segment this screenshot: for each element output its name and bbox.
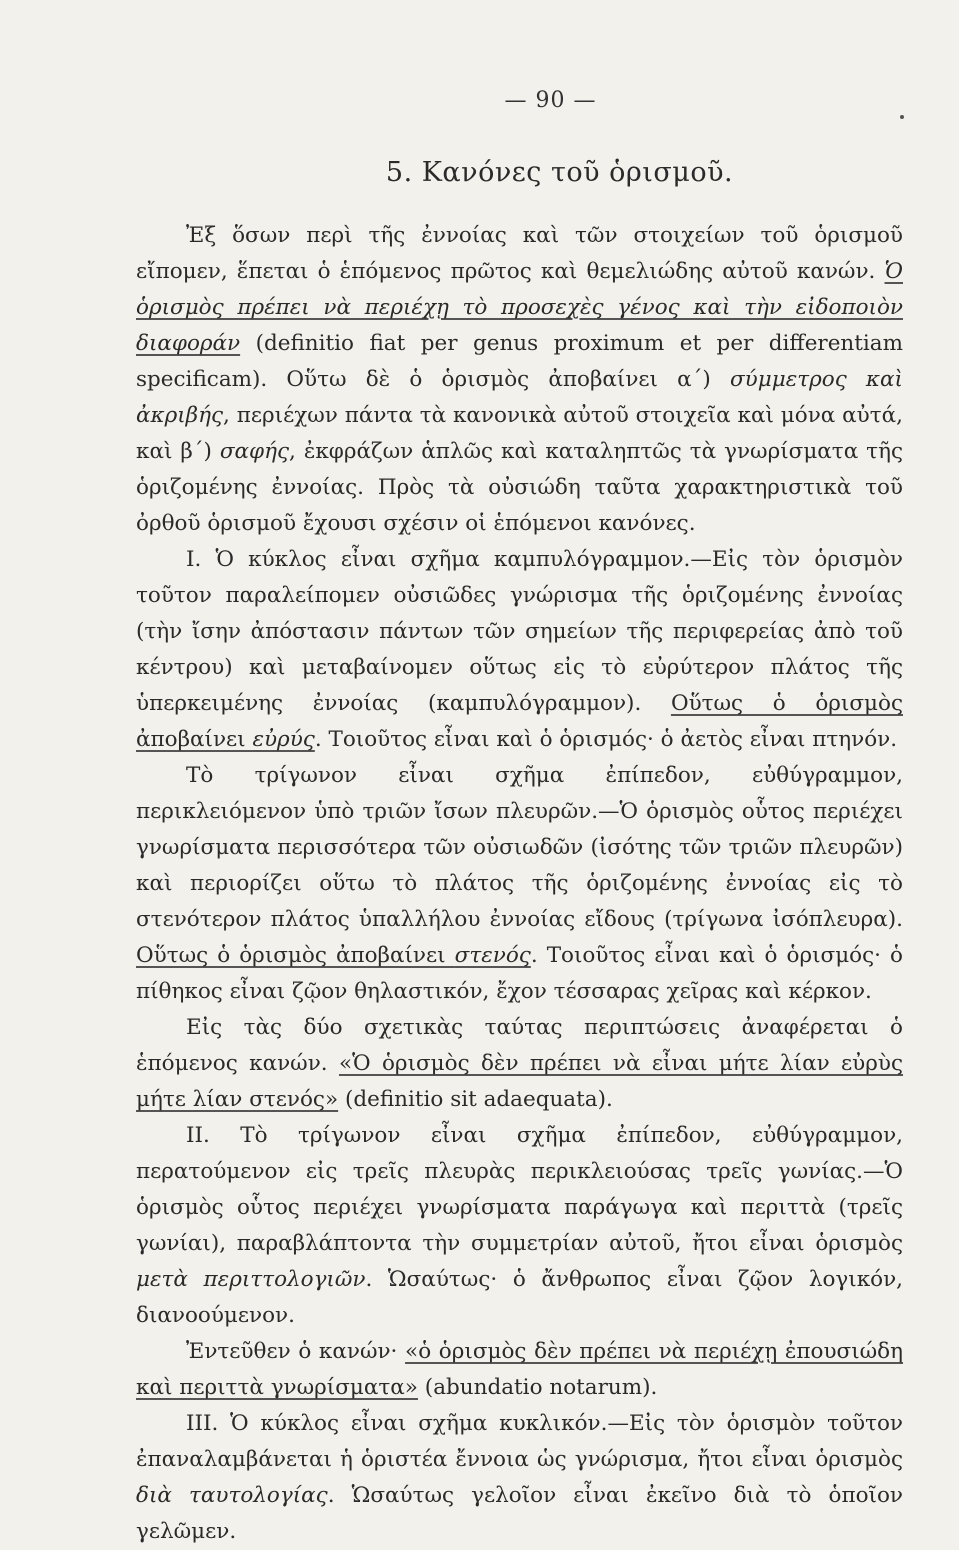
page-number: — 90 — [504, 88, 597, 113]
paragraph-triangle: Τὸ τρίγωνον εἶναι σχῆμα ἐπίπεδον, εὐθύγραμμον, περικλειόμενον ὑπὸ τριῶν ἴσων πλευρῶν.—Ὁ ὁρισμὸς οὗτος περιέχει γνωρίσματα περισσότερα τῶν οὐσιωδῶν (ἰσότης τῶν τριῶν πλευρῶν) καὶ περιορίζει οὕτω τὸ πλάτος τῆς ὁριζομένης ἐννοίας εἰς τὸ στενότερον πλάτος ὑπαλλήλου ἐννοίας εἴδους (τρίγωνα ἰσόπλευρα). Οὕτως ὁ ὁρισμὸς ἀποβαίνει στενός. Τοιοῦτος εἶναι καὶ ὁ ὁρισμός· ὁ πίθηκος εἶναι ζῷον θηλαστικόν, ἔχον τέσσαρας χεῖρας καὶ κέρκον. [136, 763, 904, 1004]
paragraph-adequacy-rule: Εἰς τὰς δύο σχετικὰς ταύτας περιπτώσεις ἀναφέρεται ὁ ἑπόμενος κανών. «Ὁ ὁρισμὸς δὲν πρέπει νὰ εἶναι μήτε λίαν εὐρὺς μήτε λίαν στενός» (definitio sit adaequata). [136, 1015, 904, 1112]
underlined-phrase: Οὕτως ὁ ὁρισμὸς ἀποβαίνει [136, 943, 455, 968]
paragraph-rule-3: III. Ὁ κύκλος εἶναι σχῆμα κυκλικόν.—Εἰς τὸν ὁρισμὸν τοῦτον ἐπαναλαμβάνεται ἡ ὁριστέα ἔννοια ὡς γνώρισμα, ἤτοι εἶναι ὁρισμὸς διὰ ταυτολογίας. Ὡσαύτως γελοῖον εἶναι ἐκεῖνο διὰ τὸ ὁποῖον γελῶμεν. [136, 1411, 903, 1544]
emphasis-term: στενός [454, 943, 531, 968]
ink-speck [900, 115, 904, 119]
rule-statement: «Ὁ ὁρισμὸς δὲν πρέπει νὰ εἶναι μήτε λίαν εὐρὺς μήτε λίαν στενός» [136, 1051, 904, 1112]
emphasis-term: σύμμετρος καὶ ἀκριβής [136, 367, 903, 428]
rule-statement: Ὁ ὁρισμὸς πρέπει νὰ περιέχῃ τὸ προσεχὲς γένος καὶ τὴν εἰδοποιὸν διαφοράν [136, 259, 903, 356]
emphasis-term: διὰ ταυτολογίας [136, 1483, 328, 1508]
body-text [136, 218, 903, 1550]
paragraph-rule-1: I. Ὁ κύκλος εἶναι σχῆμα καμπυλόγραμμον.—Εἰς τὸν ὁρισμὸν τοῦτον παραλείπομεν οὐσιῶδες γνώρισμα τῆς ὁριζομένης ἐννοίας (τὴν ἴσην ἀπόστασιν πάντων τῶν σημείων τῆς περιφερείας ἀπὸ τοῦ κέντρου) καὶ μεταβαίνομεν οὕτως εἰς τὸ εὐρύτερον πλάτος τῆς ὑπερκειμένης ἐννοίας (καμπυλόγραμμον). Οὕτως ὁ ὁρισμὸς ἀποβαίνει εὐρύς. Τοιοῦτος εἶναι καὶ ὁ ὁρισμός· ὁ ἀετὸς εἶναι πτηνόν. [136, 547, 903, 752]
emphasis-term: μετὰ περιττολογιῶν [136, 1267, 366, 1292]
paragraph-abundance-rule: Ἐντεῦθεν ὁ κανών· «ὁ ὁρισμὸς δὲν πρέπει νὰ περιέχῃ ἐπουσιώδη καὶ περιττὰ γνωρίσματα» (abundatio notarum). [136, 1339, 904, 1400]
emphasis-term: εὐρύς [252, 727, 315, 752]
paragraph-intro: Ἐξ ὅσων περὶ τῆς ἐννοίας καὶ τῶν στοιχείων τοῦ ὁρισμοῦ εἴπομεν, ἕπεται ὁ ἑπόμενος πρῶτος καὶ θεμελιώδης αὐτοῦ κανών. Ὁ ὁρισμὸς πρέπει νὰ περιέχῃ τὸ προσεχὲς γένος καὶ τὴν εἰδοποιὸν διαφοράν (definitio fiat per genus proximum et per differentiam specificam). Οὕτω δὲ ὁ ὁρισμὸς ἀποβαίνει α΄) σύμμετρος καὶ ἀκριβής, περιέχων πάντα τὰ κανονικὰ αὐτοῦ στοιχεῖα καὶ μόνα αὐτά, καὶ β΄) σαφής, ἐκφράζων ἁπλῶς καὶ καταληπτῶς τὰ γνωρίσματα τῆς ὁριζομένης ἐννοίας. Πρὸς τὰ οὐσιώδη ταῦτα χαρακτηριστικὰ τοῦ ὀρθοῦ ὁρισμοῦ ἔχουσι σχέσιν οἱ ἑπόμενοι κανόνες. [136, 223, 903, 536]
section-title: 5. Κανόνες τοῦ ὁρισμοῦ. [385, 157, 734, 188]
rule-statement: «ὁ ὁρισμὸς δὲν πρέπει νὰ περιέχῃ ἐπουσιώδη καὶ περιττὰ γνωρίσματα» [136, 1339, 904, 1400]
underlined-phrase: Οὕτως ὁ ὁρισμὸς ἀποβαίνει [136, 691, 903, 752]
emphasis-term: σαφής [219, 439, 290, 464]
paragraph-rule-2: II. Τὸ τρίγωνον εἶναι σχῆμα ἐπίπεδον, εὐθύγραμμον, περατούμενον εἰς τρεῖς πλευρὰς περικλειούσας τρεῖς γωνίας.—Ὁ ὁρισμὸς οὗτος περιέχει γνωρίσματα παράγωγα καὶ περιττὰ (τρεῖς γωνίαι), παραβλάπτοντα τὴν συμμετρίαν αὐτοῦ, ἤτοι εἶναι ὁρισμὸς μετὰ περιττολογιῶν. Ὡσαύτως· ὁ ἄνθρωπος εἶναι ζῷον λογικόν, διανοούμενον. [136, 1123, 903, 1328]
